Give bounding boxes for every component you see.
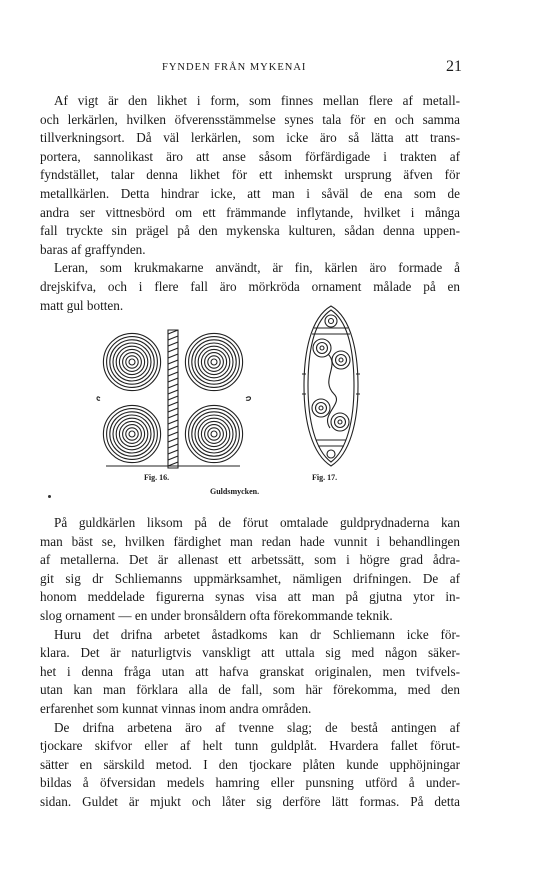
running-title: FYNDEN FRÅN MYKENAI xyxy=(162,62,307,73)
text-line: erfarenhet som kunnat vinnas inom andra områden. xyxy=(40,700,312,716)
text-line: utan kan man förklara alla de fall, som här förekomma, med den xyxy=(40,682,460,698)
fig16-spiral-ornament xyxy=(96,328,252,470)
text-line: het i denna fråga utan att hafva granskat originalen, men tvifvels- xyxy=(40,663,460,679)
text-line: honom meddelade figurerna synas visa att man på gjutna ytor in- xyxy=(40,589,460,605)
text-line: Huru det drifna arbetet åstadkoms kan dr Schliemann icke för- xyxy=(54,626,460,642)
text-line: tjockare skifvor eller af helt tunn guldplåt. Hvardera fallet förut- xyxy=(40,738,460,754)
fig17-label: Fig. 17. xyxy=(312,473,338,482)
paragraph xyxy=(40,514,460,626)
text-line: sätter en särskild metod. I den tjockare plåten kunde upphöjningar xyxy=(40,756,460,772)
text-line: matt gul botten. xyxy=(40,297,124,313)
fig17-leaf-ornament xyxy=(300,304,362,468)
text-block-top xyxy=(40,92,460,315)
paragraph xyxy=(40,719,460,812)
text-line: fyndstället, talar denna likhet för ett inhemskt ursprung äfven för xyxy=(40,167,460,183)
text-line: portera, sannolikast äro att anse såsom förfärdigade i trakten af xyxy=(40,148,460,164)
paragraph xyxy=(40,259,460,315)
text-line: Af vigt är den likhet i form, som finnes mellan flere af metall- xyxy=(54,93,460,108)
text-line: andra ser vittnesbörd om ett främmande inflytande, hvilket i många xyxy=(40,204,460,220)
text-line: sidan. Guldet är mjukt och låter sig derföre lätt formas. På detta xyxy=(40,793,460,809)
text-line: På guldkärlen liksom på de förut omtalade guldprydnaderna kan xyxy=(54,515,460,530)
text-line: fall tryckte sin prägel på den mykenska kulturen, sådan denna uppen- xyxy=(40,223,460,239)
text-line: bildas å öfversidan medels hamring eller punsning utförd å under- xyxy=(40,775,460,791)
stray-mark xyxy=(48,495,51,498)
text-line: tillverkningsort. Då väl lerkärlen, som icke äro så lätta att trans- xyxy=(40,130,460,146)
paragraph xyxy=(40,92,460,259)
text-line: drejskifva, och i flere fall äro mörkröda ornament målade på en xyxy=(40,278,460,294)
text-line: klara. Det är naturligtvis vanskligt att uttala sig med någon säker- xyxy=(40,645,460,661)
page-number: 21 xyxy=(446,58,462,75)
text-line: baras af graffynden. xyxy=(40,241,146,257)
text-line: slog ornament — en under bronsåldern ofta förekommande teknik. xyxy=(40,607,393,623)
text-block-bottom xyxy=(40,514,460,812)
text-line: man bäst se, hvilken färdighet man redan hade vunnit i behandlingen xyxy=(40,533,460,549)
text-line: metallkärlen. Detta hindrar icke, att man i såväl de ena som de xyxy=(40,185,460,201)
text-line: De drifna arbetena äro af tvenne slag; de bestå antingen af xyxy=(54,719,460,735)
fig16-label: Fig. 16. xyxy=(144,473,170,482)
text-line: och lerkärlen, hvilken öfverensstämmelse synes tala för en och samma xyxy=(40,111,460,127)
paragraph xyxy=(40,626,460,719)
figure-caption: Guldsmycken. xyxy=(210,487,260,496)
text-line: af metallerna. Det är allenast ett arbetssätt, som i högre grad ådra- xyxy=(40,552,460,568)
text-line: Leran, som krukmakarne användt, är fin, kärlen äro formade å xyxy=(54,260,460,276)
text-line: git sig dr Schliemanns uppmärksamhet, nämligen drifningen. De af xyxy=(40,570,460,586)
